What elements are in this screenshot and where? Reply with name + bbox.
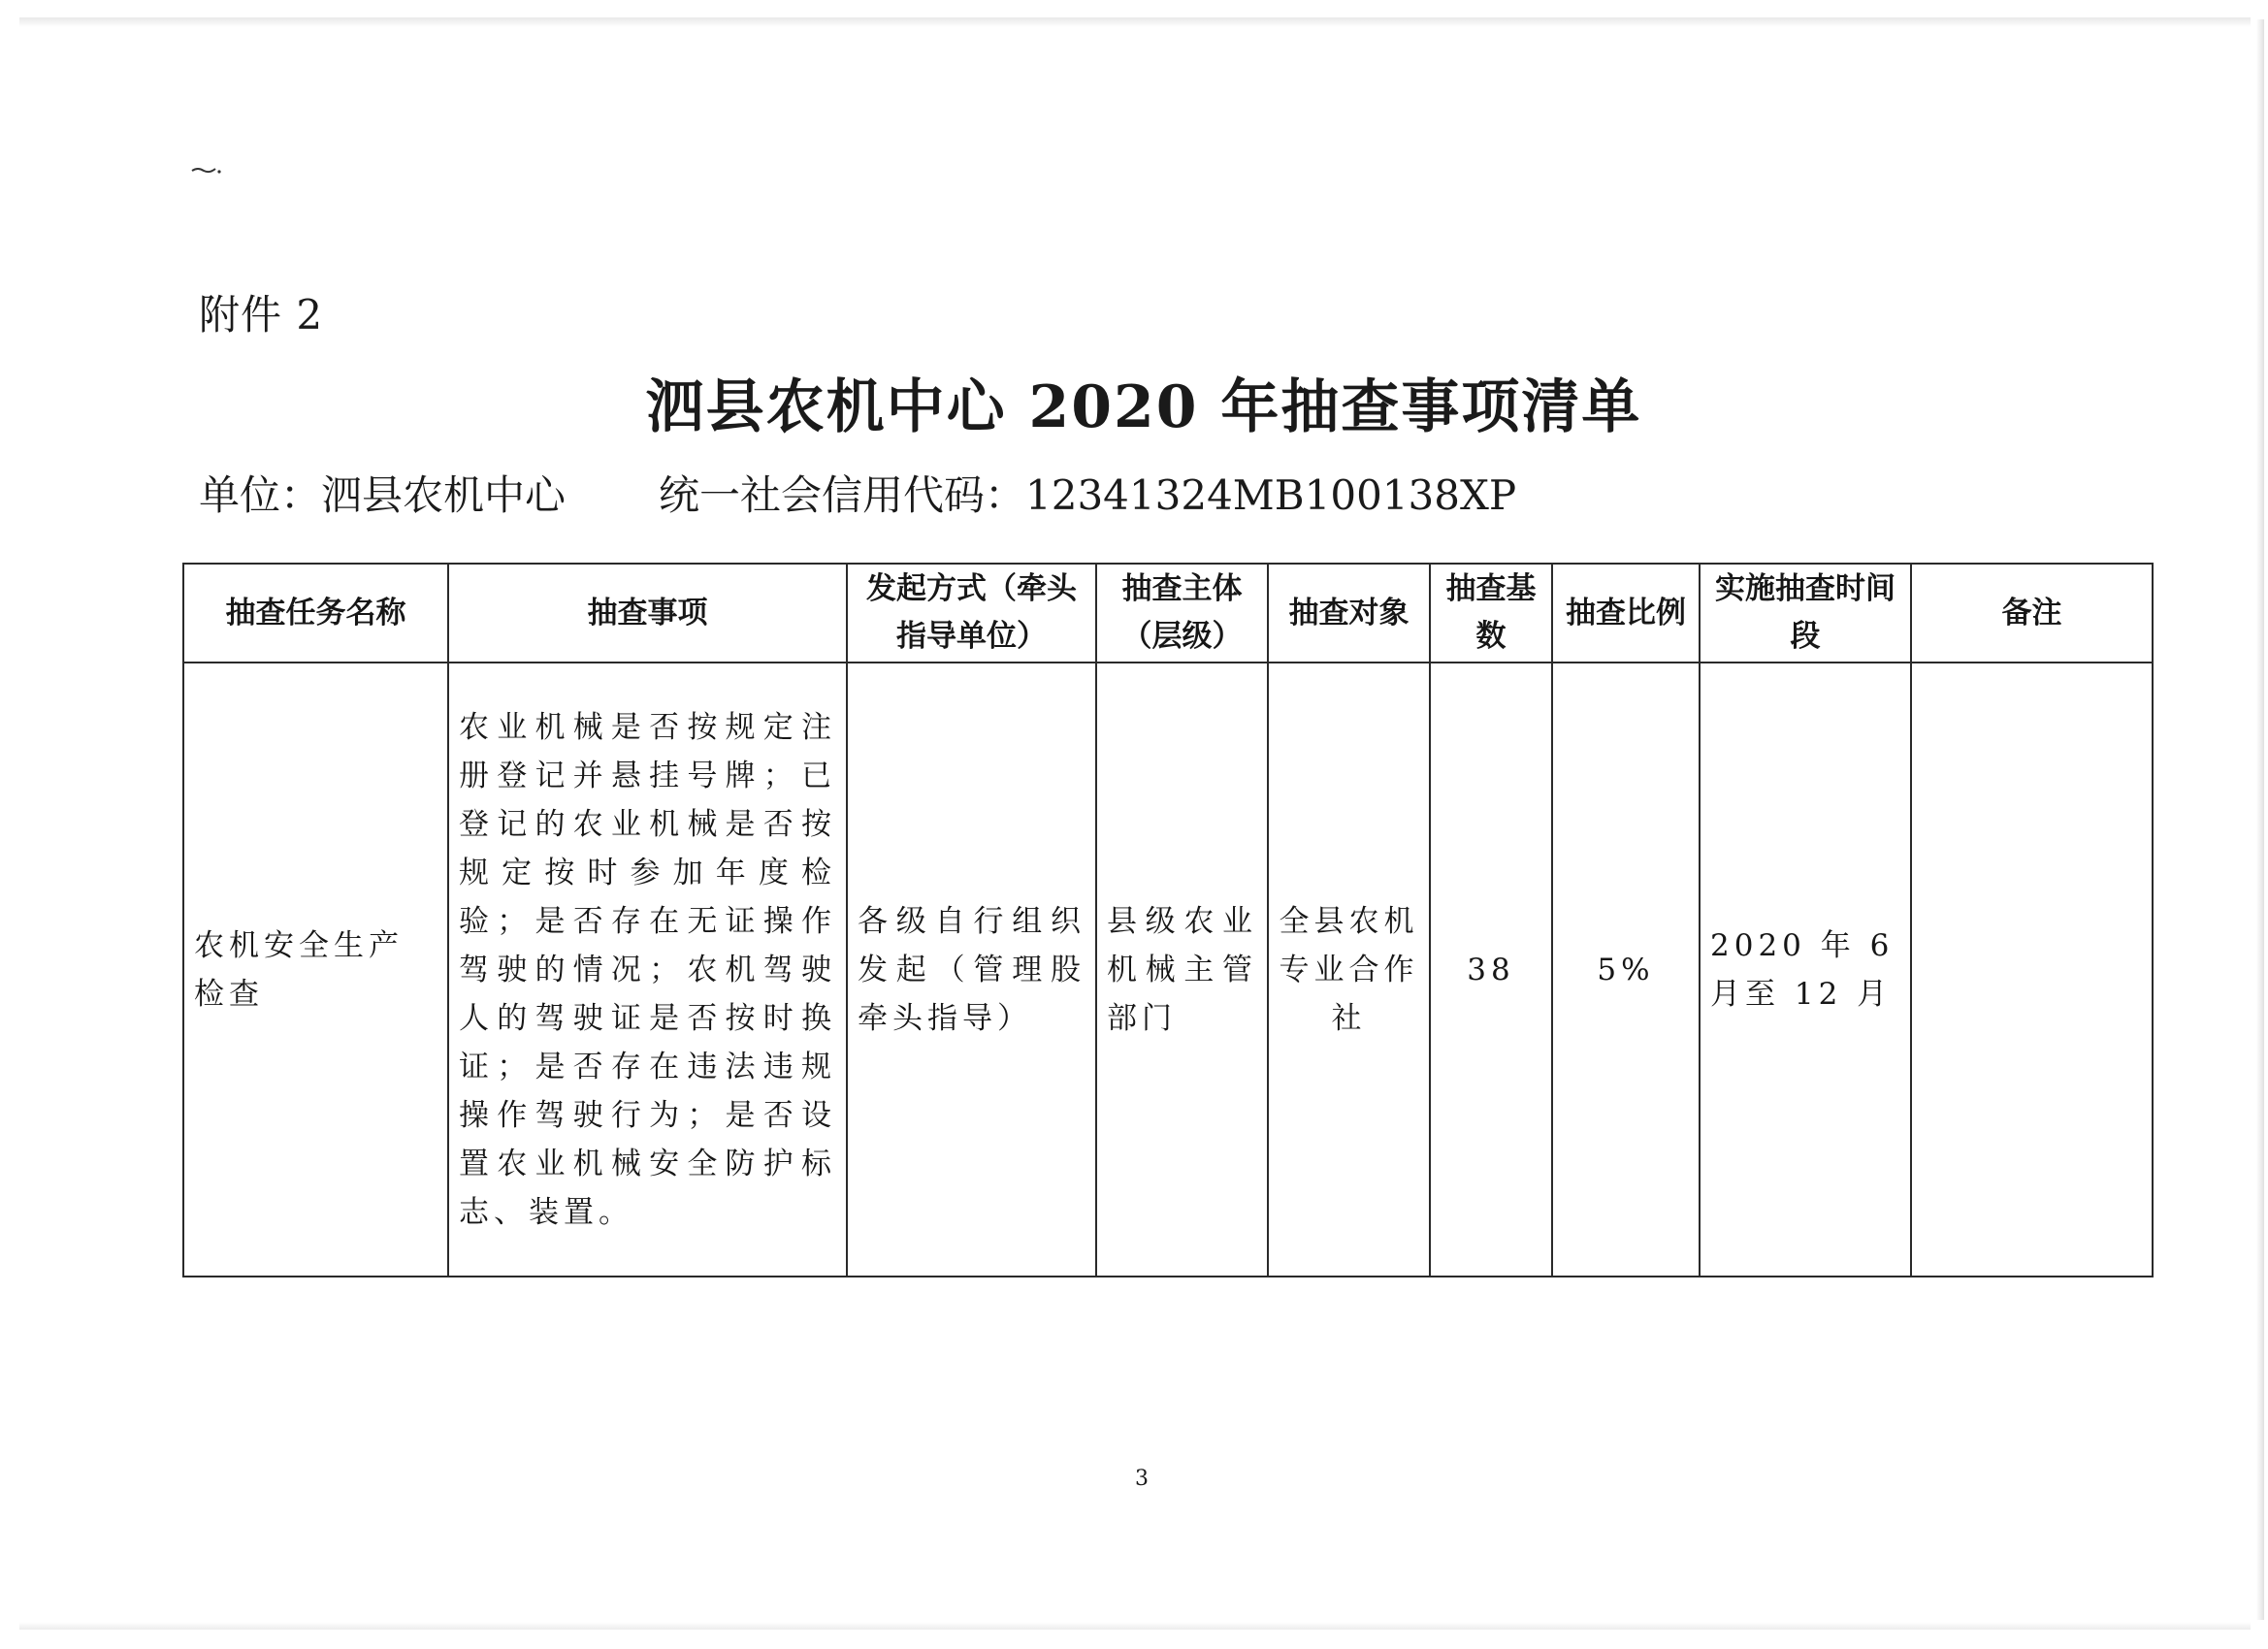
header-remarks: 备注 — [1911, 564, 2153, 663]
header-task-name: 抽查任务名称 — [183, 564, 448, 663]
header-subject: 抽查主体（层级） — [1096, 564, 1268, 663]
unit-name: 单位：泗县农机中心 — [199, 471, 567, 519]
header-method: 发起方式（牵头指导单位） — [847, 564, 1096, 663]
document-title: 泗县农机中心 2020 年抽查事项清单 — [645, 373, 1642, 441]
header-base: 抽查基数 — [1430, 564, 1552, 663]
cell-task-name: 农机安全生产检查 — [183, 663, 448, 1277]
cell-method: 各级自行组织发起（管理股牵头指导） — [847, 663, 1096, 1277]
header-ratio: 抽查比例 — [1552, 564, 1700, 663]
cell-remarks — [1911, 663, 2153, 1277]
inspection-table — [182, 563, 2154, 1277]
header-items: 抽查事项 — [448, 564, 847, 663]
credit-code: 统一社会信用代码：12341324MB100138XP — [659, 471, 1517, 519]
table-row — [183, 663, 2153, 1277]
table-header-row — [183, 564, 2153, 663]
header-period: 实施抽查时间段 — [1700, 564, 1911, 663]
scan-edge-bottom — [19, 1622, 2251, 1630]
cell-period: 2020 年 6 月至 12 月 — [1700, 663, 1911, 1277]
cell-base: 38 — [1430, 663, 1552, 1277]
cell-object: 全县农机专业合作社 — [1268, 663, 1430, 1277]
cell-items: 农业机械是否按规定注册登记并悬挂号牌；已登记的农业机械是否按规定按时参加年度检验；是否存在无证操作驾驶的情况；农机驾驶人的驾驶证是否按时换证；是否存在违法违规操作驾驶行为；是否设置农业机械安全防护标志、装置。 — [448, 663, 847, 1277]
cell-ratio: 5% — [1552, 663, 1700, 1277]
attachment-label: 附件 2 — [199, 291, 324, 339]
header-object: 抽查对象 — [1268, 564, 1430, 663]
scan-edge-top — [19, 17, 2251, 27]
scan-mark-icon — [190, 163, 223, 177]
scan-edge-right — [2256, 19, 2264, 1620]
cell-subject: 县级农业机械主管部门 — [1096, 663, 1268, 1277]
unit-line — [199, 464, 1516, 522]
page-number: 3 — [1135, 1467, 1149, 1491]
